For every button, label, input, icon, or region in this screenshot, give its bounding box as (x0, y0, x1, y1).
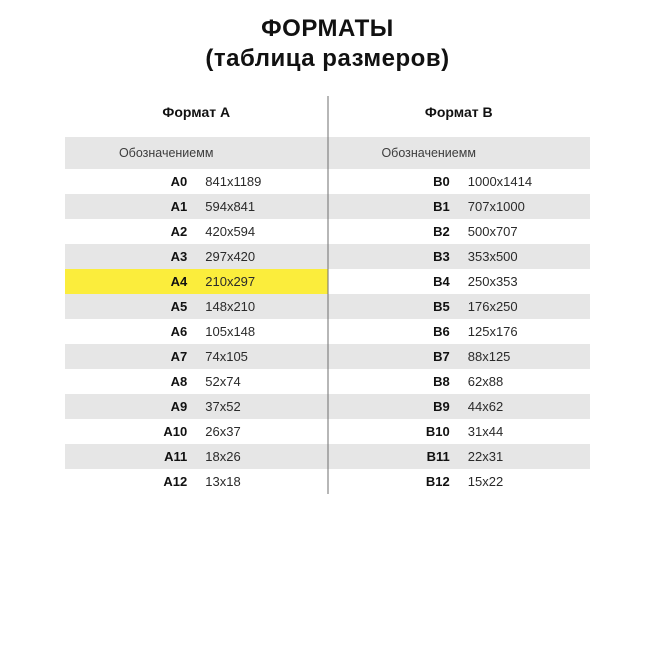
format-b-size: 44x62 (459, 394, 590, 419)
format-a-size: 210x297 (196, 269, 327, 294)
format-b-label: B12 (328, 469, 459, 494)
format-b-size: 22x31 (459, 444, 590, 469)
format-a-size: 841x1189 (196, 169, 327, 194)
format-b-label: B3 (328, 244, 459, 269)
format-b-label: B9 (328, 394, 459, 419)
format-a-label: A6 (65, 319, 196, 344)
formats-table-wrapper (65, 96, 590, 494)
format-b-label: B1 (328, 194, 459, 219)
format-a-size: 74x105 (196, 344, 327, 369)
page-title (0, 0, 655, 74)
group-header-right: Формат В (328, 96, 591, 137)
column-header-right-label: Обозначение (328, 137, 459, 169)
format-b-label: B8 (328, 369, 459, 394)
format-b-size: 176x250 (459, 294, 590, 319)
format-b-size: 250x353 (459, 269, 590, 294)
format-a-size: 13x18 (196, 469, 327, 494)
format-b-size: 88x125 (459, 344, 590, 369)
format-b-label: B2 (328, 219, 459, 244)
column-header-right-value: мм (459, 137, 590, 169)
format-b-label: B5 (328, 294, 459, 319)
format-a-size: 105x148 (196, 319, 327, 344)
title-line-2: (таблица размеров) (205, 45, 450, 72)
group-header-left: Формат А (65, 96, 328, 137)
format-b-label: B11 (328, 444, 459, 469)
format-a-label: A2 (65, 219, 196, 244)
format-a-size: 148x210 (196, 294, 327, 319)
format-b-size: 125x176 (459, 319, 590, 344)
format-a-label: A12 (65, 469, 196, 494)
column-divider (327, 96, 328, 494)
format-b-size: 15x22 (459, 469, 590, 494)
format-a-label: A0 (65, 169, 196, 194)
format-a-size: 52x74 (196, 369, 327, 394)
format-b-label: B0 (328, 169, 459, 194)
format-b-label: B7 (328, 344, 459, 369)
format-a-size: 26x37 (196, 419, 327, 444)
title-line-1: ФОРМАТЫ (261, 15, 394, 42)
format-a-size: 18x26 (196, 444, 327, 469)
format-b-label: B10 (328, 419, 459, 444)
column-header-left-label: Обозначение (65, 137, 196, 169)
format-a-label: A4 (65, 269, 196, 294)
format-a-size: 37x52 (196, 394, 327, 419)
format-a-label: A9 (65, 394, 196, 419)
format-a-label: A8 (65, 369, 196, 394)
format-b-label: B4 (328, 269, 459, 294)
format-b-size: 707x1000 (459, 194, 590, 219)
column-header-left-value: мм (196, 137, 327, 169)
format-b-label: B6 (328, 319, 459, 344)
format-a-label: A3 (65, 244, 196, 269)
format-a-label: A5 (65, 294, 196, 319)
format-a-size: 297x420 (196, 244, 327, 269)
format-a-label: A10 (65, 419, 196, 444)
format-b-size: 62x88 (459, 369, 590, 394)
format-b-size: 500x707 (459, 219, 590, 244)
format-a-label: A7 (65, 344, 196, 369)
format-b-size: 353x500 (459, 244, 590, 269)
format-a-label: A1 (65, 194, 196, 219)
format-a-size: 420x594 (196, 219, 327, 244)
format-b-size: 1000x1414 (459, 169, 590, 194)
format-a-label: A11 (65, 444, 196, 469)
format-b-size: 31x44 (459, 419, 590, 444)
format-a-size: 594x841 (196, 194, 327, 219)
